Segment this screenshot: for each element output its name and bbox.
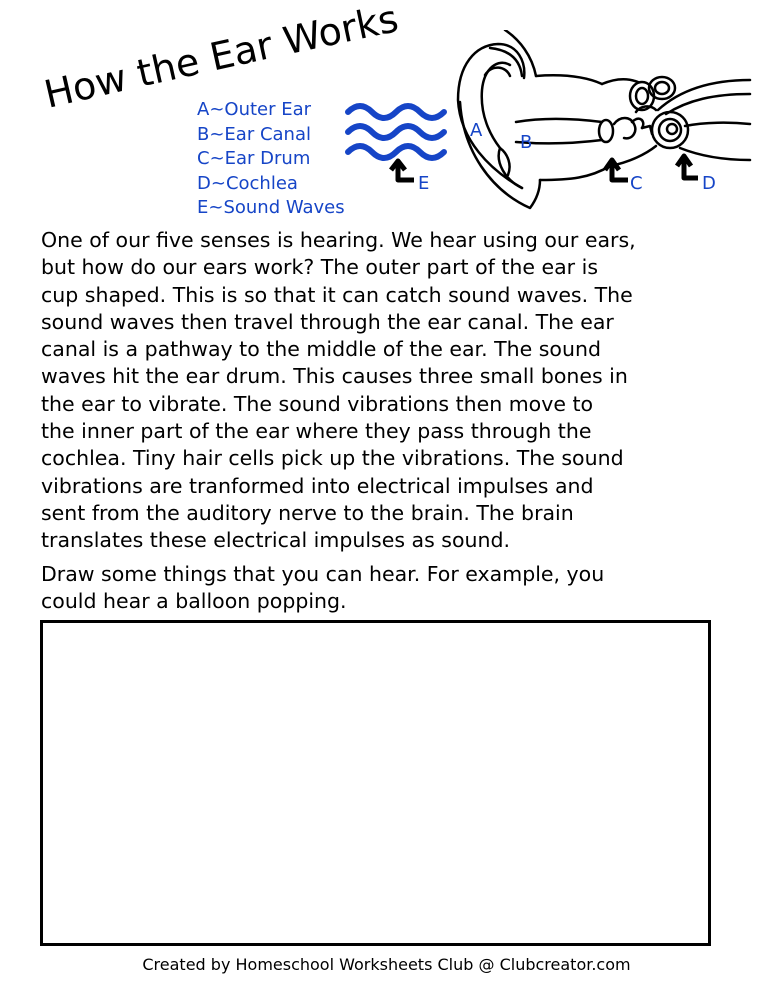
- label-b: B: [520, 132, 533, 153]
- label-e: E: [418, 173, 430, 194]
- text-line: sound waves then travel through the ear canal. The ear: [41, 309, 614, 334]
- text-line: cup shaped. This is so that it can catch sound waves. The: [41, 282, 633, 307]
- text-line: cochlea. Tiny hair cells pick up the vibrations. The sound: [41, 446, 624, 471]
- label-d: D: [702, 173, 716, 194]
- text-line: sent from the auditory nerve to the brain. The brain: [41, 500, 574, 525]
- page-title-text: How the Ear Works: [40, 0, 402, 117]
- drawing-instructions: [41, 561, 731, 616]
- legend-item-ear-drum: C~Ear Drum: [197, 148, 311, 169]
- text-line: Draw some things that you can hear. For example, you: [41, 562, 605, 586]
- arrow-up-icon: [391, 161, 414, 180]
- ear-diagram: [340, 30, 760, 220]
- sound-waves-icon: [348, 106, 444, 158]
- intro-paragraph: [41, 227, 731, 555]
- legend-item-cochlea: D~Cochlea: [197, 172, 298, 194]
- legend-item-sound-waves: E~Sound Waves: [197, 197, 345, 218]
- text-line: vibrations are tranformed into electrical impulses and: [41, 473, 594, 498]
- text-line: canal is a pathway to the middle of the ear. The sound: [41, 337, 601, 362]
- label-a: A: [470, 120, 483, 141]
- footer-credit: Created by Homeschool Worksheets Club @ Clubcreator.com: [142, 955, 631, 974]
- text-line: the ear to vibrate. The sound vibrations then move to: [41, 391, 594, 416]
- legend-item-outer-ear: A~Outer Ear: [197, 99, 312, 120]
- text-line: translates these electrical impulses as sound.: [41, 528, 511, 553]
- text-line: the inner part of the ear where they pass through the: [41, 419, 592, 444]
- text-line: but how do our ears work? The outer part of the ear is: [41, 255, 598, 280]
- label-c: C: [630, 173, 643, 194]
- diagram-legend: [197, 98, 345, 221]
- legend-item-ear-canal: B~Ear Canal: [197, 123, 311, 145]
- text-line: waves hit the ear drum. This causes three small bones in: [41, 364, 628, 389]
- arrow-up-icon: [677, 156, 698, 178]
- text-line: could hear a balloon popping.: [41, 589, 347, 614]
- drawing-area[interactable]: [40, 620, 711, 946]
- text-line: One of our five senses is hearing. We hear using our ears,: [41, 228, 636, 252]
